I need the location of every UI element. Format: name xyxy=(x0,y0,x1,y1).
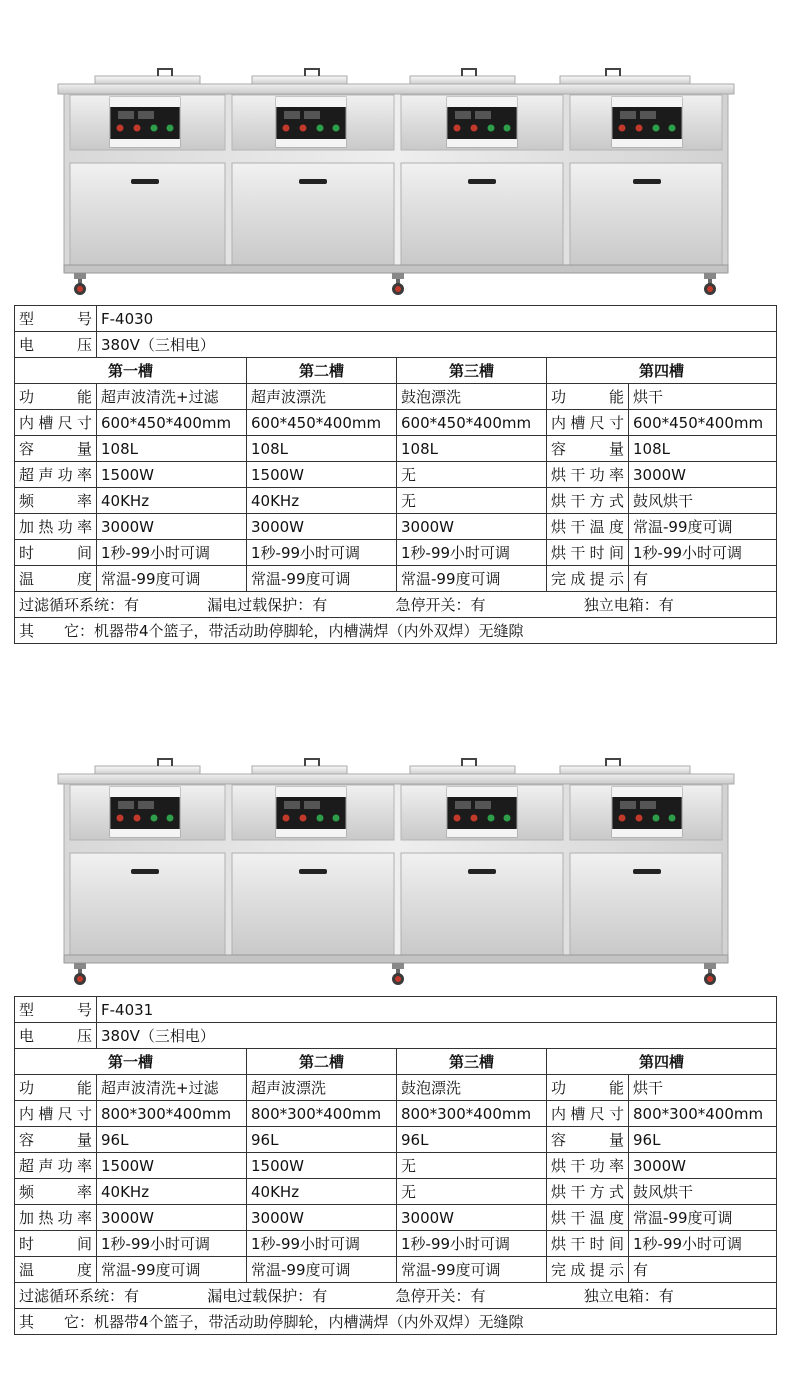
cell: 800*300*400mm xyxy=(629,1101,777,1127)
cell: 超声波漂洗 xyxy=(247,1075,397,1101)
model-row xyxy=(15,306,777,332)
time-row xyxy=(15,1231,777,1257)
row-label: 内槽尺寸 xyxy=(15,1101,97,1127)
spec-table-2 xyxy=(14,996,777,1335)
cell: 常温-99度可调 xyxy=(247,1257,397,1283)
ultra-power-row xyxy=(15,462,777,488)
tank-1-header: 第一槽 xyxy=(15,1049,247,1075)
time-row xyxy=(15,540,777,566)
row-label: 烘干温度 xyxy=(547,514,629,540)
row-label: 加热功率 xyxy=(15,514,97,540)
cell: 800*300*400mm xyxy=(397,1101,547,1127)
features-row xyxy=(15,592,777,618)
row-label: 时 间 xyxy=(15,1231,97,1257)
cell: 常温-99度可调 xyxy=(247,566,397,592)
cell: 1秒-99小时可调 xyxy=(97,540,247,566)
row-label: 频 率 xyxy=(15,1179,97,1205)
row-label: 完成提示 xyxy=(547,1257,629,1283)
function-row xyxy=(15,1075,777,1101)
cell: 无 xyxy=(397,462,547,488)
tank-3-header: 第三槽 xyxy=(397,1049,547,1075)
row-label: 烘干方式 xyxy=(547,1179,629,1205)
tank-4-header: 第四槽 xyxy=(547,1049,777,1075)
cell: 鼓风烘干 xyxy=(629,488,777,514)
cell: 108L xyxy=(397,436,547,462)
cell: 无 xyxy=(397,1153,547,1179)
capacity-row xyxy=(15,436,777,462)
cell: 烘干 xyxy=(629,1075,777,1101)
row-label: 完成提示 xyxy=(547,566,629,592)
model-row xyxy=(15,997,777,1023)
cell: 无 xyxy=(397,488,547,514)
spec-table-1 xyxy=(14,305,777,644)
cell: 3000W xyxy=(97,1205,247,1231)
cell: 常温-99度可调 xyxy=(97,1257,247,1283)
cell: 1秒-99小时可调 xyxy=(397,540,547,566)
cell: 1500W xyxy=(97,1153,247,1179)
cell: 常温-99度可调 xyxy=(397,1257,547,1283)
row-label: 功 能 xyxy=(15,384,97,410)
row-label: 频 率 xyxy=(15,488,97,514)
row-label: 内槽尺寸 xyxy=(15,410,97,436)
cell: 1500W xyxy=(97,462,247,488)
cell: 烘干 xyxy=(629,384,777,410)
cell: 96L xyxy=(247,1127,397,1153)
cell: 鼓泡漂洗 xyxy=(397,384,547,410)
voltage-value: 380V（三相电） xyxy=(97,332,777,358)
features-cell xyxy=(15,592,777,618)
row-label: 烘干功率 xyxy=(547,462,629,488)
cell: 800*300*400mm xyxy=(97,1101,247,1127)
feature-filter: 过滤循环系统：有 xyxy=(19,596,140,614)
row-label: 内槽尺寸 xyxy=(547,410,629,436)
heat-power-row xyxy=(15,514,777,540)
row-label: 功 能 xyxy=(15,1075,97,1101)
cell: 1秒-99小时可调 xyxy=(247,1231,397,1257)
cell: 鼓风烘干 xyxy=(629,1179,777,1205)
cell: 常温-99度可调 xyxy=(629,514,777,540)
cell: 3000W xyxy=(397,514,547,540)
cell: 常温-99度可调 xyxy=(97,566,247,592)
model-label: 型 号 xyxy=(15,306,97,332)
row-label: 超声功率 xyxy=(15,462,97,488)
features-cell xyxy=(15,1283,777,1309)
cell: 3000W xyxy=(97,514,247,540)
feature-leakage: 漏电过载保护：有 xyxy=(207,596,328,614)
cell: 3000W xyxy=(629,462,777,488)
cell: 1500W xyxy=(247,1153,397,1179)
cell: 3000W xyxy=(247,514,397,540)
voltage-label: 电 压 xyxy=(15,1023,97,1049)
cell: 3000W xyxy=(247,1205,397,1231)
cell: 600*450*400mm xyxy=(629,410,777,436)
row-label: 烘干时间 xyxy=(547,540,629,566)
other-row xyxy=(15,1309,777,1335)
row-label: 烘干温度 xyxy=(547,1205,629,1231)
cell: 600*450*400mm xyxy=(397,410,547,436)
cell: 无 xyxy=(397,1179,547,1205)
cell: 108L xyxy=(247,436,397,462)
heat-power-row xyxy=(15,1205,777,1231)
cell: 108L xyxy=(629,436,777,462)
size-row xyxy=(15,1101,777,1127)
feature-filter: 过滤循环系统：有 xyxy=(19,1287,140,1305)
other-cell: 其 它：机器带4个篮子，带活动助停脚轮，内槽满焊（内外双焊）无缝隙 xyxy=(15,618,777,644)
cell: 1秒-99小时可调 xyxy=(629,1231,777,1257)
temp-row xyxy=(15,1257,777,1283)
cell: 40KHz xyxy=(247,1179,397,1205)
cell: 800*300*400mm xyxy=(247,1101,397,1127)
size-row xyxy=(15,410,777,436)
cell: 1秒-99小时可调 xyxy=(397,1231,547,1257)
cell: 40KHz xyxy=(97,1179,247,1205)
tank-2-header: 第二槽 xyxy=(247,358,397,384)
cell: 96L xyxy=(397,1127,547,1153)
model-value: F-4030 xyxy=(97,306,777,332)
voltage-row xyxy=(15,332,777,358)
cell: 常温-99度可调 xyxy=(629,1205,777,1231)
function-row xyxy=(15,384,777,410)
cell: 600*450*400mm xyxy=(247,410,397,436)
cell: 鼓泡漂洗 xyxy=(397,1075,547,1101)
feature-estop: 急停开关：有 xyxy=(395,1287,486,1305)
feature-electric-box: 独立电箱：有 xyxy=(583,1287,674,1305)
model-value: F-4031 xyxy=(97,997,777,1023)
cell: 1秒-99小时可调 xyxy=(629,540,777,566)
cell: 有 xyxy=(629,1257,777,1283)
voltage-value: 380V（三相电） xyxy=(97,1023,777,1049)
capacity-row xyxy=(15,1127,777,1153)
machine-illustration-2 xyxy=(0,730,790,1020)
row-label: 内槽尺寸 xyxy=(547,1101,629,1127)
other-cell: 其 它：机器带4个篮子，带活动助停脚轮，内槽满焊（内外双焊）无缝隙 xyxy=(15,1309,777,1335)
row-label: 温 度 xyxy=(15,566,97,592)
cell: 96L xyxy=(629,1127,777,1153)
cell: 超声波漂洗 xyxy=(247,384,397,410)
temp-row xyxy=(15,566,777,592)
cell: 超声波清洗+过滤 xyxy=(97,384,247,410)
frequency-row xyxy=(15,1179,777,1205)
frequency-row xyxy=(15,488,777,514)
row-label: 功 能 xyxy=(547,384,629,410)
cell: 1500W xyxy=(247,462,397,488)
row-label: 容 量 xyxy=(547,1127,629,1153)
row-label: 超声功率 xyxy=(15,1153,97,1179)
row-label: 功 能 xyxy=(547,1075,629,1101)
tank-header-row xyxy=(15,358,777,384)
row-label: 容 量 xyxy=(15,1127,97,1153)
other-row xyxy=(15,618,777,644)
model-label: 型 号 xyxy=(15,997,97,1023)
cell: 3000W xyxy=(629,1153,777,1179)
row-label: 烘干功率 xyxy=(547,1153,629,1179)
cell: 1秒-99小时可调 xyxy=(247,540,397,566)
row-label: 加热功率 xyxy=(15,1205,97,1231)
ultra-power-row xyxy=(15,1153,777,1179)
tank-4-header: 第四槽 xyxy=(547,358,777,384)
row-label: 容 量 xyxy=(15,436,97,462)
feature-leakage: 漏电过载保护：有 xyxy=(207,1287,328,1305)
cell: 40KHz xyxy=(97,488,247,514)
machine-illustration-1 xyxy=(0,40,790,330)
cell: 600*450*400mm xyxy=(97,410,247,436)
cell: 40KHz xyxy=(247,488,397,514)
row-label: 烘干时间 xyxy=(547,1231,629,1257)
feature-estop: 急停开关：有 xyxy=(395,596,486,614)
cell: 1秒-99小时可调 xyxy=(97,1231,247,1257)
tank-2-header: 第二槽 xyxy=(247,1049,397,1075)
cell: 超声波清洗+过滤 xyxy=(97,1075,247,1101)
cell: 108L xyxy=(97,436,247,462)
tank-3-header: 第三槽 xyxy=(397,358,547,384)
tank-header-row xyxy=(15,1049,777,1075)
cell: 常温-99度可调 xyxy=(397,566,547,592)
features-row xyxy=(15,1283,777,1309)
row-label: 温 度 xyxy=(15,1257,97,1283)
row-label: 容 量 xyxy=(547,436,629,462)
row-label: 烘干方式 xyxy=(547,488,629,514)
cell: 96L xyxy=(97,1127,247,1153)
voltage-row xyxy=(15,1023,777,1049)
cell: 有 xyxy=(629,566,777,592)
voltage-label: 电 压 xyxy=(15,332,97,358)
feature-electric-box: 独立电箱：有 xyxy=(583,596,674,614)
row-label: 时 间 xyxy=(15,540,97,566)
tank-1-header: 第一槽 xyxy=(15,358,247,384)
cell: 3000W xyxy=(397,1205,547,1231)
